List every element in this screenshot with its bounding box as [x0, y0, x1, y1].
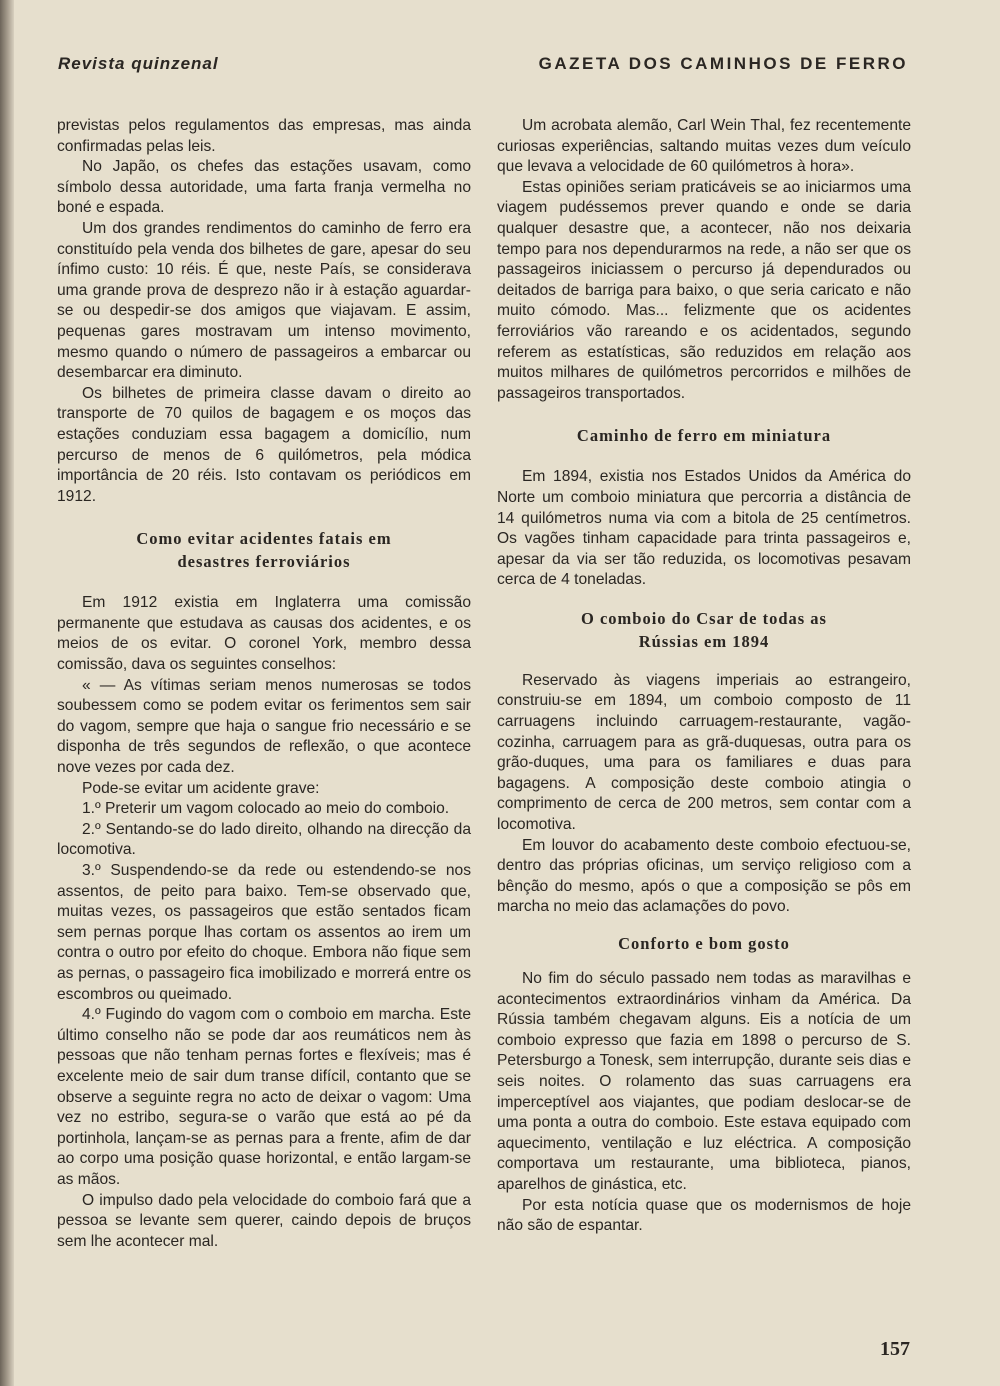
running-header-left: Revista quinzenal — [58, 54, 219, 73]
page-number: 157 — [880, 1338, 910, 1360]
section-heading-miniature: Caminho de ferro em miniatura — [576, 426, 832, 446]
paragraph: Em 1912 existia em Inglaterra uma comissão permanente que estudava as causas dos acidentes, e os meios de os evitar. O coronel York, membro dessa comissão, dava os seguintes conselhos: — [57, 594, 471, 674]
paragraph: No fim do século passado nem todas as maravilhas e acontecimentos extraordinários vinham da América. Da Rússia também chegavam alguns. Eis a notícia de um comboio expresso que fazia em 1898 o percurso de S. Petersburgo a Tonesk, sem interrupção, durante seis dias e seis noites. O rolamento das suas carruagens era imperceptível aos viajantes, que podiam deslocar-se de uma ponta a outra do comboio. Este estava equipado com aquecimento, ventilação e luz eléctrica. A composição comportava um restaurante, uma biblioteca, pianos, aparelhos de ginástica, etc. — [497, 970, 911, 1193]
heading-line: O comboio do Csar de todas as — [581, 608, 827, 628]
paragraph: previstas pelos regulamentos das empresas, mas ainda confirmadas pelas leis. — [57, 117, 471, 155]
paragraph: 1.º Preterir um vagom colocado ao meio do comboio. — [82, 800, 450, 818]
paragraph: Por esta notícia quase que os modernismos de hoje não são de espantar. — [497, 1196, 911, 1235]
paragraph: Em louvor do acabamento deste comboio efectuou-se, dentro das próprias oficinas, um serviço religioso com a bênção do mesmo, após o que a composição se pôs em marcha no meio das aclamações do povo. — [497, 836, 911, 916]
paragraph: Um dos grandes rendimentos do caminho de ferro era constituído pela venda dos bilhetes de gare, apesar do seu ínfimo custo: 10 réis. É que, neste País, se considerava uma grande prova de desprezo não ir à estação aguardar-se ou despedir-se dos amigos que viajavam. E assim, pequenas gares mostravam um intenso movimento, mesmo quando o número de passageiros a embarcar ou desembarcar era diminuto. — [57, 219, 471, 382]
paragraph: Em 1894, existia nos Estados Unidos da América do Norte um comboio miniatura que percorria a distância de 14 quilómetros numa via com a bitola de 25 centímetros. Os vagões tinham capacidade para trinta passageiros e, apesar da via ser tão reduzida, os locomotivas pesavam cerca de 4 toneladas. — [497, 468, 911, 589]
heading-line: desastres ferroviários — [177, 552, 351, 572]
paragraph: 2.º Sentando-se do lado direito, olhando na direcção da locomotiva. — [57, 820, 471, 859]
paragraph: No Japão, os chefes das estações usavam, como símbolo dessa autoridade, uma farta franja vermelha no boné e espada. — [57, 158, 471, 217]
paragraph: Reservado às viagens imperiais ao estrangeiro, construiu-se em 1894, um comboio composto de 11 carruagens incluindo carruagem-restaurante, vagão-cozinha, carruagem para as grã-duquesas, outra para os grão-duques, uma para os familiares e duas para bagagens. A composição deste comboio atingia o comprimento de cerca de 200 metros, sem contar com a locomotiva. — [497, 671, 911, 834]
section-heading-comfort: Conforto e bom gosto — [618, 934, 790, 953]
heading-line: Rússias em 1894 — [638, 631, 770, 651]
paragraph: Estas opiniões seriam praticáveis se ao iniciarmos uma viagem pudéssemos prever quando e onde se daria qualquer desastre que, a acontecer, não nos deixaria tempo para nos dependurarmos na rede, a não ser que os passageiros iniciassem o percurso já dependurados ou deitados de barriga para baixo, o que seria caricato e não muito cómodo. Mas... felizmente que os acidentes ferroviários vão rareando e os acidentados, segundo referem as estatísticas, são reduzidos em relação aos muitos milhares de quilómetros percorridos e milhões de passageiros transportados. — [497, 178, 911, 402]
paragraph: Um acrobata alemão, Carl Wein Thal, fez recentemente curiosas experiências, saltando muitas vezes dum veículo que levava a velocidade de 60 quilómetros à hora». — [497, 117, 911, 176]
paragraph: O impulso dado pela velocidade do comboio fará que a pessoa se levante sem querer, caindo depois de bruços sem lhe acontecer mal. — [57, 1191, 471, 1250]
paragraph: 4.º Fugindo do vagom com o comboio em marcha. Este último conselho não se pode dar aos reumáticos nem às pessoas que não tenham pernas fortes e flexíveis; mas é excelente meio de sair dum transe difícil, contanto que se observe a seguinte regra no acto de deixar o vagom: Uma vez no estribo, segura-se o varão que está ao pé da portinhola, lançam-se as pernas para a frente, afim de dar ao corpo uma posição quase horizontal, e então largam-se as mãos. — [57, 1006, 471, 1188]
right-column — [497, 116, 911, 1237]
paragraph: Pode-se evitar um acidente grave: — [82, 779, 320, 797]
paragraph: Os bilhetes de primeira classe davam o direito ao transporte de 70 quilos de bagagem e os moços das estações conduziam essa bagagem a domicílio, num percurso de menos de 6 quilómetros, pela módica importância de 20 réis. Isto contavam os periódicos em 1912. — [57, 384, 471, 505]
paragraph: « — As vítimas seriam menos numerosas se todos soubessem como se podem evitar os ferimentos sem sair do vagom, sempre que haja o sangue frio necessário e se disponha de três segundos de reflexão, o que acontece nove vezes por cada dez. — [57, 676, 471, 777]
section-heading-accidents — [57, 527, 471, 573]
paragraph: 3.º Suspendendo-se da rede ou estendendo-se nos assentos, de peito para baixo. Tem-se observado que, muitas vezes, os passageiros que estão sentados ficam sem pernas porque lhas cortam os assentos ao irem um contra o outro por efeito do choque. Embora não fique sem as pernas, o passageiro fica imobilizado e morrerá entre os escombros ou queimado. — [57, 862, 471, 1003]
heading-line: Como evitar acidentes fatais em — [136, 529, 392, 549]
running-header-right: GAZETA DOS CAMINHOS DE FERRO — [538, 54, 908, 73]
left-column — [57, 116, 471, 1252]
section-heading-tsar-train — [497, 607, 911, 653]
